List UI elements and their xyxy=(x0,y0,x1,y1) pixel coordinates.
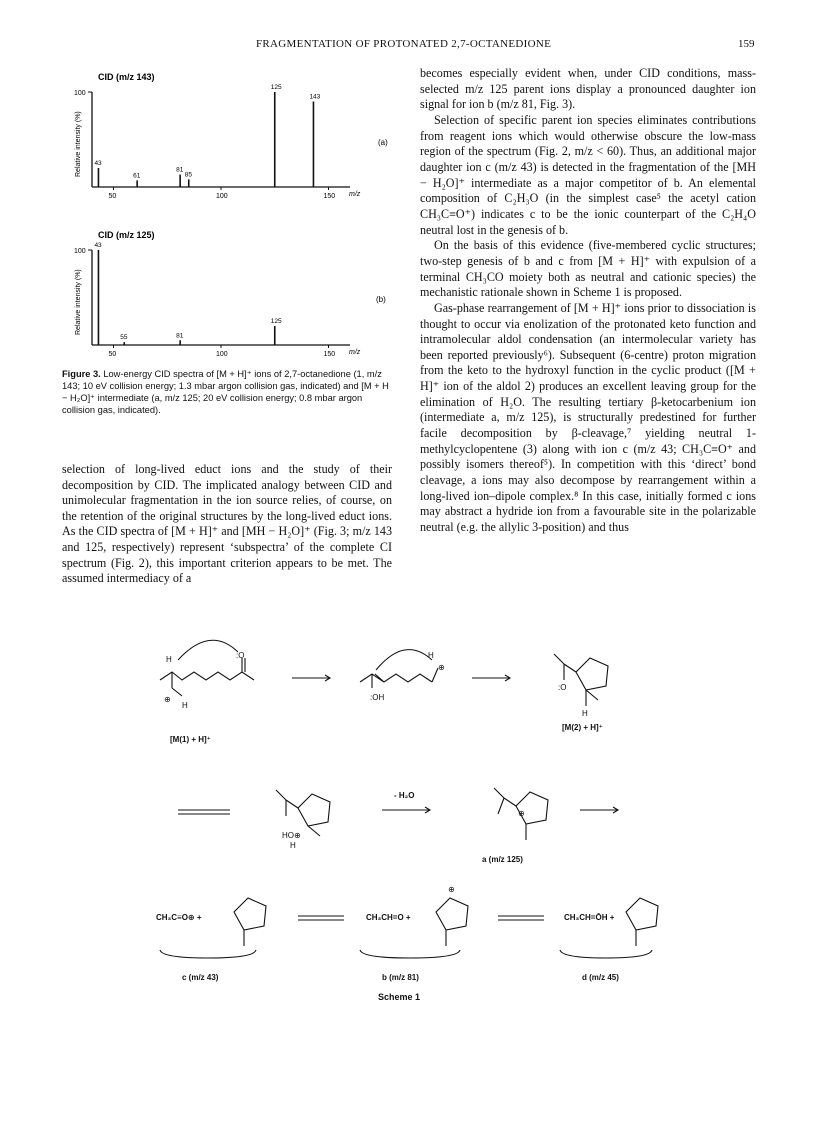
scheme-minus-water: - H₂O xyxy=(394,791,415,800)
figure-caption xyxy=(62,368,392,416)
scheme-plus-3: ⊕ xyxy=(518,809,525,818)
scheme-plus-1: ⊕ xyxy=(164,695,171,704)
spectrum-peak-label: 61 xyxy=(133,172,141,180)
scheme-plus-2: ⊕ xyxy=(438,663,445,672)
spectrum-b-chart xyxy=(60,230,390,360)
right-column-text xyxy=(420,66,756,536)
scheme-brace-c xyxy=(160,950,256,958)
structure-m2 xyxy=(554,654,608,732)
structure-enol xyxy=(360,650,445,702)
spectrum-peak-label: 81 xyxy=(176,332,184,340)
scheme-brace-d xyxy=(560,950,652,958)
scheme-title: Scheme 1 xyxy=(378,992,421,1002)
structure-methylcyclopentene-2 xyxy=(436,885,468,946)
left-column-text xyxy=(62,462,392,587)
spectrum-b-ytick: 100 xyxy=(74,248,86,255)
scheme-atom-h2: H xyxy=(182,701,188,710)
spectrum-peak-label: 125 xyxy=(270,84,282,91)
spectrum-peak-label: 43 xyxy=(94,160,102,167)
spectrum-peak-label: 43 xyxy=(94,242,102,249)
spectrum-peak-label: 125 xyxy=(270,318,282,325)
scheme-brace-b xyxy=(360,950,460,958)
running-head-title: FRAGMENTATION OF PROTONATED 2,7-OCTANEDIONE xyxy=(256,38,552,50)
scheme-c-formula: CH₃C≡O⊕ + xyxy=(156,913,202,922)
running-head xyxy=(0,38,816,58)
spectrum-peak-label: 143 xyxy=(309,93,321,101)
scheme-label-d: d (m/z 45) xyxy=(582,973,619,982)
left-paragraph: selection of long-lived educt ions and the study of their decomposition by CID. The implicated analogy between CID and unimolecular fragmentation in the ion source relies, of course, on the retention of the original structures by the long-lived educt ions. As the CID spectra of [M + H]⁺ and [MH − H₂O]⁺ (Fig. 3; m/z 143 and 125, respectively) represent ‘subspectra’ of the complete CI spectrum (Fig. 2), this important criterion appears to be met. The assumed intermediacy of a xyxy=(62,462,392,586)
spectrum-b-panel: (b) xyxy=(376,295,386,304)
spectrum-a-ylabel: Relative intensity (%) xyxy=(75,111,82,177)
scheme-1 xyxy=(120,630,680,1030)
spectrum-a-xlabel: m/z xyxy=(349,191,361,198)
right-paragraph-2: Selection of specific parent ion species eliminates contributions from reagent ions which would otherwise obscure the low-mass region of the spectrum (Fig. 2, m/z < 60). Thus, an additional major daughter ion c (m/z 43) is detected in the fragmentation of the [MH − H₂O]⁺ intermediate as a major competitor of b. An elemental composition of C₂H₃O (in the simplest case⁵ the acetyl cation CH₃C≡O⁺) indicates c to be the ionic counterpart of the C₂H₄O neutral lost in the genesis of b. xyxy=(420,112,756,237)
structure-methylcyclopentene-3 xyxy=(626,898,658,946)
spectrum-a-chart xyxy=(60,72,390,202)
page-number: 159 xyxy=(738,38,755,50)
x-tick-label: 100 xyxy=(216,193,228,200)
structure-aldol xyxy=(276,790,330,850)
scheme-atom-o1: :O xyxy=(236,651,245,660)
scheme-atom-h4: H xyxy=(582,709,588,718)
scheme-atom-o2: :O xyxy=(558,683,567,692)
x-tick-label: 150 xyxy=(323,351,336,358)
spectrum-b-title: CID (m/z 125) xyxy=(98,230,155,240)
spectrum-a-title: CID (m/z 143) xyxy=(98,72,155,82)
scheme-label-m1: [M(1) + H]⁺ xyxy=(170,735,211,744)
figure-caption-label: Figure 3. xyxy=(62,369,101,379)
structure-methylcyclopentene-1 xyxy=(234,898,266,946)
spectrum-a-ytick: 100 xyxy=(74,90,86,97)
scheme-atom-h5: H xyxy=(290,841,296,850)
spectrum-peak-label: 55 xyxy=(120,334,128,342)
right-paragraph-1: becomes especially evident when, under CID conditions, mass-selected m/z 125 parent ions display a pronounced daughter ion signal for ion b (m/z 81, Fig. 3). xyxy=(420,66,756,112)
scheme-d-formula: CH₃CH=ŌH + xyxy=(564,913,615,922)
spectrum-b-ylabel: Relative intensity (%) xyxy=(75,269,82,335)
scheme-atom-h1: H xyxy=(166,655,172,664)
spectrum-a-panel: (a) xyxy=(378,138,388,147)
structure-a xyxy=(482,788,548,864)
right-paragraph-3: On the basis of this evidence (five-membered cyclic structures; two-step genesis of b and c from [M + H]⁺ with expulsion of a terminal CH₃CO moiety both as neutral and cationic species) the mechanistic rationale shown in Scheme 1 is proposed. xyxy=(420,238,756,300)
figure-caption-text: Low-energy CID spectra of [M + H]⁺ ions of 2,7-octanedione (1, m/z 143; 10 eV collision energy; 1.3 mbar argon collision gas, indicated) and [M + H − H₂O]⁺ intermediate (a, m/z 125; 20 eV collision energy; 0.8 mbar argon collision gas, indicated). xyxy=(62,369,389,415)
x-tick-label: 150 xyxy=(323,193,336,200)
scheme-label-m2: [M(2) + H]⁺ xyxy=(562,723,603,732)
scheme-label-c: c (m/z 43) xyxy=(182,973,219,982)
scheme-label-a: a (m/z 125) xyxy=(482,855,523,864)
scheme-atom-oh: :OH xyxy=(370,693,385,702)
spectrum-peak-label: 81 xyxy=(176,166,184,174)
scheme-atom-ho: HO⊕ xyxy=(282,831,301,840)
scheme-atom-h3: H xyxy=(428,651,434,660)
x-tick-label: 100 xyxy=(216,351,228,358)
scheme-b-formula: CH₃CH=O + xyxy=(366,913,411,922)
structure-m1 xyxy=(160,640,254,744)
right-paragraph-4: Gas-phase rearrangement of [M + H]⁺ ions prior to dissociation is thought to occur via enolization of the protonated keto function and intramolecular aldol condensation (an intermolecular variety has been reported previously⁶). Subsequent (6-centre) proton migration from the keto to the hydroxyl function in the cyclic product ([M + H]⁺ ion of the aldol 2) produces an excellent leaving group for the elimination of H₂O. The resulting tertiary β-ketocarbenium ion (intermediate a, m/z 125), is structurally predestined for further facile decomposition by β-cleavage,⁷ yielding neutral 1-methylcyclopentene (3) along with ion c (m/z 43; CH₃C≡O⁺ and possibly isomers thereof⁵). In competition with this ‘direct’ bond cleavage, a ions may also decompose by rearrangement within a long-lived ion–dipole complex.⁸ In this case, initially formed c ions may abstract a hydride ion from a favourable site in the polarizable neutral (e.g. the allylic 3-position) and thus xyxy=(420,300,756,535)
scheme-plus-4: ⊕ xyxy=(448,885,455,894)
spectrum-b-xlabel: m/z xyxy=(349,349,361,356)
spectrum-peak-label: 85 xyxy=(184,171,192,179)
x-tick-label: 50 xyxy=(108,193,117,200)
scheme-label-b: b (m/z 81) xyxy=(382,973,419,982)
x-tick-label: 50 xyxy=(108,351,117,358)
